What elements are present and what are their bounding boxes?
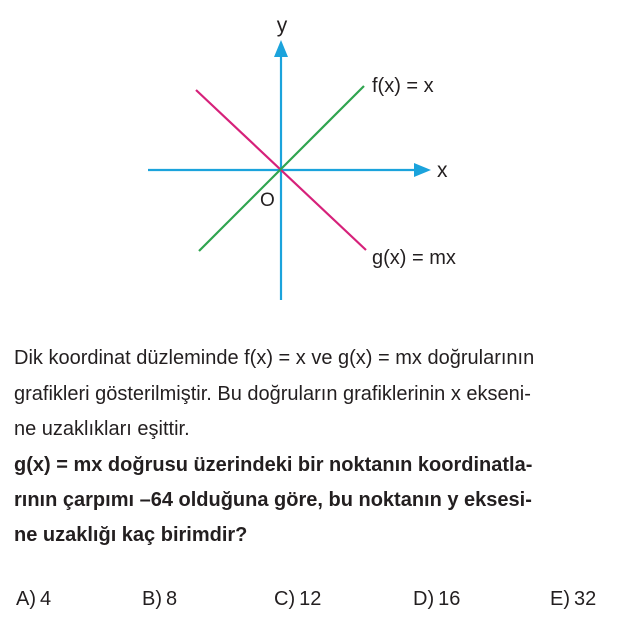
x-axis-label: x — [437, 159, 448, 182]
x-axis-arrowhead — [414, 163, 431, 177]
choice-c-value: 12 — [299, 588, 322, 610]
question-bold-line-3: ne uzaklığı kaç birimdir? — [14, 524, 248, 546]
choice-d-value: 16 — [438, 588, 461, 610]
question-bold-line-2: rının çarpımı –64 olduğuna göre, bu noktanın y eksesi- — [14, 489, 532, 511]
y-axis-label: y — [276, 14, 288, 37]
choice-b-value: 8 — [166, 588, 178, 610]
choice-c-letter: C) — [274, 588, 296, 610]
y-axis-arrowhead — [274, 40, 288, 57]
choice-b[interactable] — [142, 585, 177, 613]
choice-e-value: 32 — [574, 588, 597, 610]
origin-label: O — [260, 190, 275, 211]
choice-b-letter: B) — [142, 588, 162, 610]
g-line-label: g(x) = mx — [372, 247, 456, 269]
f-line-label: f(x) = x — [372, 75, 434, 97]
choice-d-letter: D) — [413, 588, 435, 610]
choice-e-letter: E) — [550, 588, 570, 610]
choice-c[interactable] — [274, 585, 321, 613]
question-stem-line-1: Dik koordinat düzleminde f(x) = x ve g(x) = mx doğrularının — [14, 347, 535, 369]
choice-a-letter: A) — [16, 588, 36, 610]
choice-e[interactable] — [550, 585, 596, 613]
choice-a-value: 4 — [40, 588, 52, 610]
question-stem-line-2: grafikleri gösterilmiştir. Bu doğruların grafiklerinin x ekseni- — [14, 383, 531, 405]
choice-d[interactable] — [413, 585, 460, 613]
choice-a[interactable] — [16, 585, 51, 613]
question-bold-line-1: g(x) = mx doğrusu üzerindeki bir noktanın koordinatla- — [14, 454, 533, 476]
question-stem-line-3: ne uzaklıkları eşittir. — [14, 418, 190, 440]
